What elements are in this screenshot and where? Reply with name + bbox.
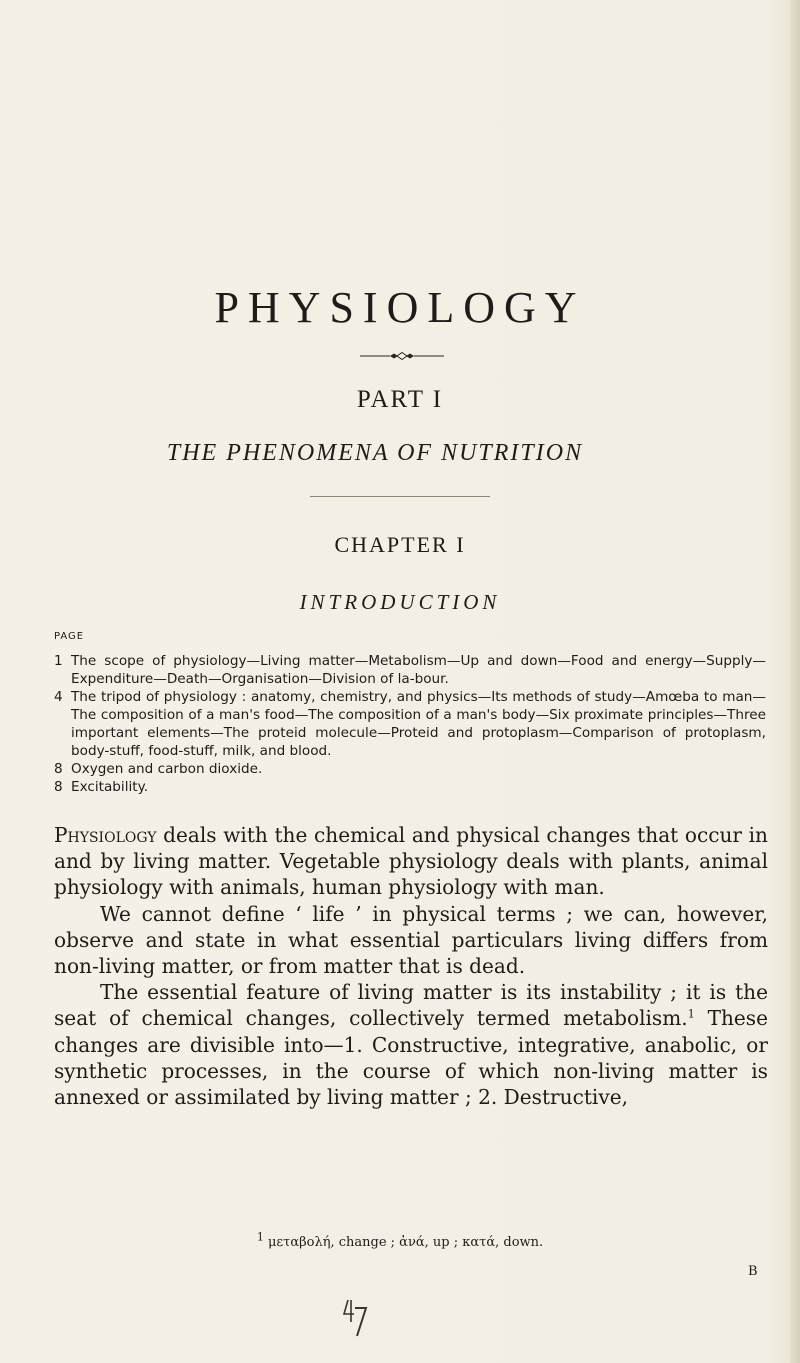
part-subtitle: THE PHENOMENA OF NUTRITION <box>166 440 584 466</box>
contents-entry <box>54 652 766 688</box>
entry-page-number: 8 <box>54 779 63 795</box>
lead-word: Physiology <box>54 823 157 847</box>
entry-text: The scope of physiology—Living matter—Metabolism—Up and down—Food and energy—Supply—Expenditure—Death—Organisation—Division of la-bour. <box>71 653 766 687</box>
body-text <box>54 822 768 1110</box>
paragraph-text: The essential feature of living matter is its instability ; it is the seat of chemical changes, collectively termed metabolism. <box>54 980 768 1031</box>
contents-entry <box>54 778 766 796</box>
entry-page-number: 4 <box>54 689 63 705</box>
paragraph <box>54 822 768 901</box>
contents-page-label: PAGE <box>54 631 85 642</box>
contents-entry <box>54 688 766 760</box>
chapter-number: CHAPTER I <box>334 532 466 557</box>
book-title: PHYSIOLOGY <box>214 283 586 332</box>
paragraph <box>54 979 768 1110</box>
footnote <box>0 1230 800 1250</box>
paragraph: We cannot define ‘ life ’ in physical terms ; we can, however, observe and state in what essential particulars living differs from non-living matter, or from matter that is dead. <box>54 901 768 979</box>
paragraph-text: deals with the chemical and physical changes that occur in and by living matter. Vegetable physiology deals with plants, animal physiology with animals, human physiology with man. <box>54 823 768 900</box>
footnote-reference: 1 <box>687 1007 695 1021</box>
part-heading: PART I <box>356 386 444 413</box>
page-edge <box>790 0 800 1363</box>
chapter-title: INTRODUCTION <box>299 590 501 614</box>
contents-entry <box>54 760 766 778</box>
chapter-contents <box>54 628 766 796</box>
divider-rule <box>310 496 490 497</box>
handwritten-mark-icon <box>342 1296 368 1338</box>
signature-mark: B <box>748 1264 758 1279</box>
entry-text: The tripod of physiology : anatomy, chemistry, and physics—Its methods of study—Amœba to man—The composition of a man's food—The composition of a man's body—Six proximate principles—Three important elements—The proteid molecule—Proteid and protoplasm—Comparison of protoplasm, body-stuff, food-stuff, milk, and blood. <box>71 689 766 759</box>
paragraph-text: These changes are divisible into—1. Constructive, integrative, anabolic, or synthetic processes, in the course of which non-living matter is annexed or assimilated by living matter ; 2. Destructive, <box>54 1006 769 1110</box>
footnote-text: μεταβολή, change ; ἀνά, up ; κατά, down. <box>267 1235 544 1250</box>
entry-page-number: 8 <box>54 761 63 777</box>
entry-page-number: 1 <box>54 653 63 669</box>
footnote-marker: 1 <box>256 1230 264 1244</box>
entry-text: Excitability. <box>71 779 149 795</box>
entry-text: Oxygen and carbon dioxide. <box>71 761 263 777</box>
ornament-divider-icon <box>360 352 444 360</box>
